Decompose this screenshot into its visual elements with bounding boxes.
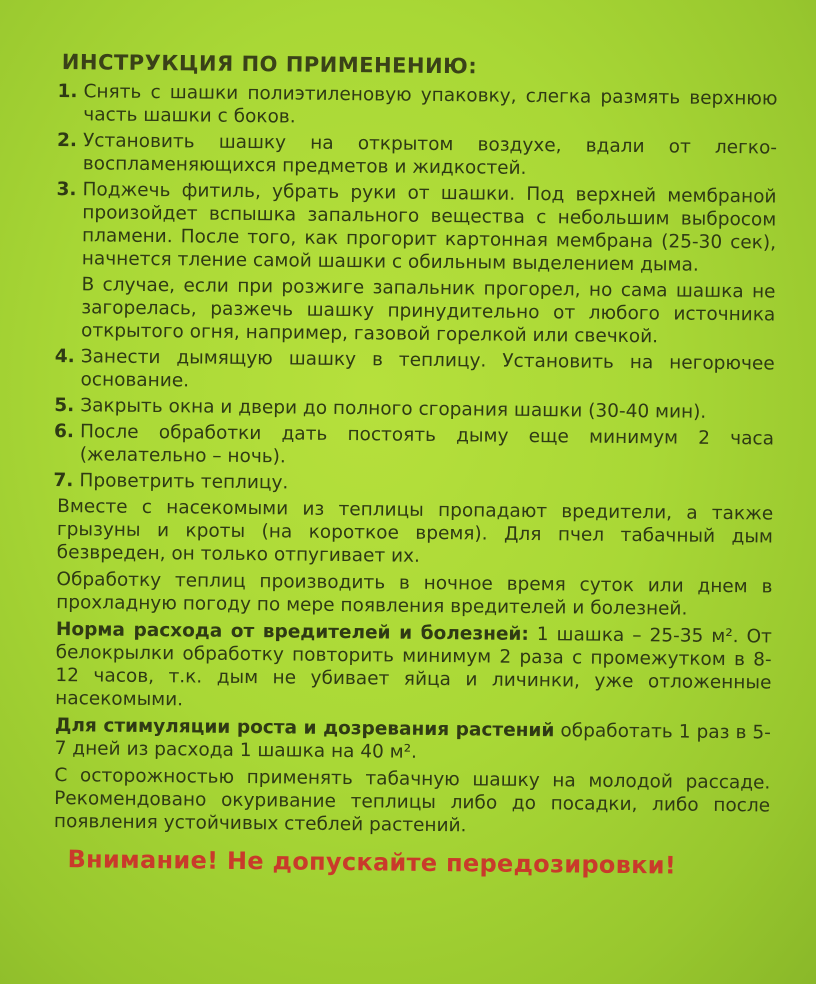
caution-paragraph: С осторожностью применять табачную шашку на молодой рассаде. Рекомендовано окуривание теплицы либо до посадки, либо после появления устойчивых стеблей растений. — [53, 765, 771, 837]
step-5 — [54, 394, 774, 425]
step-number: 3. — [56, 178, 77, 201]
step-text: Занести дымящую шашку в теплицу. Установить на негорючее основание. — [80, 346, 775, 392]
step-6 — [54, 420, 774, 474]
step-text: Закрыть окна и двери до полного сгорания шашки (30-40 мин). — [80, 395, 707, 423]
instruction-heading: ИНСТРУКЦИЯ ПО ПРИМЕНЕНИЮ: — [61, 50, 478, 79]
norm-paragraph — [55, 618, 772, 717]
overdose-warning: Внимание! Не допускайте передозировки! — [67, 845, 677, 880]
pests-paragraph: Вместе с насекомыми из теплицы пропадают вредители, а также грызуны и кроты (на короткое время). Для пчел табачный дым безвреден, он только отпугивает их. — [56, 496, 774, 567]
step-7 — [53, 469, 773, 500]
step-text: Поджечь фитиль, убрать руки от шашки. Под верхней мембраной произойдет вспышка запального вещества с небольшим выбросом пламени. После того, как прогорит картонная мембрана (25-30 сек), начнется тление самой шашки с обильным выделением дыма. — [81, 179, 777, 276]
step-3 — [56, 178, 777, 278]
norm-text: 1 шашка – 25-35 м². От белокрылки обработку повторить минимум 2 раза с промежутком в 8-12 часов, т.к. дым не убивает яйца и личинки, уже отложенные насекомыми. — [55, 623, 773, 711]
step-number: 1. — [57, 80, 78, 103]
growth-paragraph — [55, 714, 771, 767]
growth-text: обработать 1 раз в 5-7 дней из расхода 1 шашка на 40 м². — [54, 720, 771, 763]
step-number: 7. — [53, 469, 74, 492]
step-text: После обработки дать постоять дыму еще минимум 2 часа (желательно – ночь). — [79, 421, 775, 468]
step-4 — [54, 345, 774, 399]
step-2 — [57, 129, 777, 183]
instruction-text-block — [49, 50, 778, 880]
step-text: Снять с шашки полиэтиленовую упаковку, слегка размять верхнюю часть шашки с боков. — [83, 81, 778, 128]
step-number: 5. — [54, 394, 75, 417]
step-number: 6. — [53, 420, 75, 443]
step-3-note: В случае, если при розжиге запальник прогорел, но сама шашка не загорелась, разжечь шашку принудительно от любого источника открытого огня, например, газовой горелкой или свечкой. — [80, 274, 776, 348]
norm-label: Норма расхода от вредителей и болезней: — [55, 619, 529, 645]
step-number: 4. — [54, 345, 75, 368]
step-text: Проветрить теплицу. — [79, 470, 289, 494]
timing-paragraph: Обработку теплиц производить в ночное время суток или днем в прохладную погоду по мере появления вредителей и болезней. — [56, 569, 773, 620]
step-text: Установить шашку на открытом воздухе, вдали от легко-воспламеняющихся предметов и жидкостей. — [82, 130, 778, 179]
step-number: 2. — [56, 129, 78, 152]
step-1 — [57, 80, 777, 134]
growth-label: Для стимуляции роста и дозревания растений — [54, 715, 555, 742]
